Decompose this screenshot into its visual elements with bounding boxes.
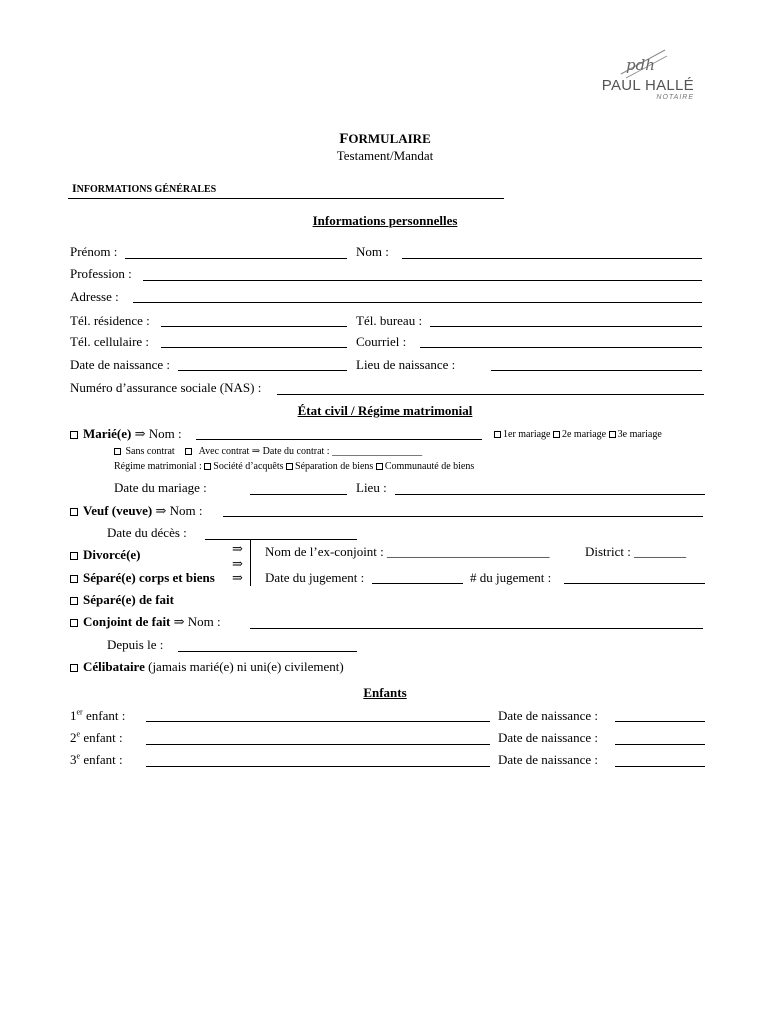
separated-fact-option[interactable] [70, 592, 174, 607]
address-field[interactable] [133, 302, 702, 303]
signature-logo-icon [618, 48, 668, 80]
child-1-label: 1er enfant : [70, 707, 126, 723]
child-1-birth-field[interactable] [615, 721, 705, 722]
profession-label: Profession : [70, 266, 132, 281]
birth-date-field[interactable] [178, 370, 347, 371]
third-marriage-label: 3e mariage [617, 429, 662, 440]
widowed-label: Veuf (veuve) [83, 503, 153, 518]
single-checkbox[interactable] [70, 664, 78, 672]
divorced-option[interactable] [70, 547, 141, 562]
widowed-option[interactable] [70, 503, 202, 518]
widowed-name-field[interactable] [223, 516, 703, 517]
divorced-label: Divorcé(e) [83, 547, 141, 562]
divorce-separator [250, 540, 251, 586]
profession-field[interactable] [143, 280, 702, 281]
phone-home-field[interactable] [161, 326, 347, 327]
since-label: Depuis le : [107, 637, 164, 652]
separated-option[interactable] [70, 570, 215, 585]
children-heading: Enfants [363, 685, 407, 700]
no-contract-label: Sans contrat [125, 446, 175, 457]
married-label: Marié(e) [83, 426, 132, 441]
separation-label: Séparation de biens [295, 461, 374, 472]
birth-date-label: Date de naissance : [70, 357, 170, 372]
child-1-name-field[interactable] [146, 721, 490, 722]
common-law-name-label: ⇒ Nom : [173, 614, 221, 629]
communaute-label: Communauté de biens [384, 461, 475, 472]
logo-initials: pdh [626, 56, 655, 74]
child-2-label: 2e enfant : [70, 729, 123, 745]
no-contract-checkbox[interactable] [114, 448, 121, 455]
separated-checkbox[interactable] [70, 575, 78, 583]
single-note: (jamais marié(e) ni uni(e) civilement) [148, 659, 344, 674]
single-label: Célibataire [83, 659, 145, 674]
married-checkbox[interactable] [70, 431, 78, 439]
widowed-checkbox[interactable] [70, 508, 78, 516]
phone-cell-field[interactable] [161, 347, 347, 348]
judgment-date-label: Date du jugement : [265, 570, 365, 585]
common-law-name-field[interactable] [250, 628, 703, 629]
marriage-date-label: Date du mariage : [114, 480, 207, 495]
marriage-place-label: Lieu : [356, 480, 387, 495]
phone-office-field[interactable] [430, 326, 702, 327]
separated-fact-label: Séparé(e) de fait [83, 592, 174, 607]
marriage-place-field[interactable] [395, 494, 705, 495]
birth-place-field[interactable] [491, 370, 702, 371]
separated-fact-checkbox[interactable] [70, 597, 78, 605]
judgment-number-field[interactable] [564, 583, 705, 584]
since-field[interactable] [178, 651, 357, 652]
second-marriage-label: 2e mariage [561, 429, 607, 440]
child-2-birth-field[interactable] [615, 744, 705, 745]
separated-arrow: ⇒ [232, 570, 243, 585]
acquets-label: Société d’acquêts [213, 461, 284, 472]
death-date-field[interactable] [205, 539, 357, 540]
married-name-label: ⇒ Nom : [134, 426, 182, 441]
child-2-birth-label: Date de naissance : [498, 730, 598, 745]
spouse-name-field[interactable] [196, 439, 482, 440]
child-3-label: 3e enfant : [70, 751, 123, 767]
acquets-checkbox[interactable] [204, 463, 211, 470]
regime-options [114, 459, 474, 474]
sin-field[interactable] [277, 394, 704, 395]
phone-cell-label: Tél. cellulaire : [70, 334, 150, 349]
sin-label: Numéro d’assurance sociale (NAS) : [70, 380, 262, 395]
first-marriage-checkbox[interactable] [494, 431, 501, 438]
married-option[interactable] [70, 426, 182, 441]
child-3-birth-field[interactable] [615, 766, 705, 767]
phone-home-label: Tél. résidence : [70, 313, 150, 328]
district-label: District : ________ [585, 544, 687, 559]
logo-subtitle: NOTAIRE [656, 94, 694, 101]
section-general-info: INFORMATIONS GÉNÉRALES [68, 181, 504, 199]
separation-checkbox[interactable] [286, 463, 293, 470]
child-3-birth-label: Date de naissance : [498, 752, 598, 767]
child-2-name-field[interactable] [146, 744, 490, 745]
ex-spouse-label: Nom de l’ex-conjoint : _________________________ [265, 544, 550, 559]
birth-place-label: Lieu de naissance : [356, 357, 456, 372]
marriage-date-field[interactable] [250, 494, 347, 495]
separated-label: Séparé(e) corps et biens [83, 570, 215, 585]
second-marriage-checkbox[interactable] [553, 431, 560, 438]
first-marriage-label: 1er mariage [503, 429, 551, 440]
death-date-label: Date du décès : [107, 525, 187, 540]
email-field[interactable] [420, 347, 702, 348]
common-law-option[interactable] [70, 614, 221, 629]
with-contract-label: Avec contrat ⇒ Date du contrat : __________________ [198, 446, 423, 457]
divorced-arrow-1: ⇒ [232, 541, 243, 556]
last-name-label: Nom : [356, 244, 389, 259]
child-3-name-field[interactable] [146, 766, 490, 767]
third-marriage-checkbox[interactable] [609, 431, 616, 438]
form-subtitle: Testament/Mandat [336, 148, 434, 163]
first-name-field[interactable] [125, 258, 347, 259]
personal-info-heading: Informations personnelles [312, 213, 458, 228]
widowed-name-label: ⇒ Nom : [155, 503, 203, 518]
logo-name: PAUL HALLÉ [601, 77, 694, 94]
judgment-number-label: # du jugement : [470, 570, 552, 585]
common-law-label: Conjoint de fait [83, 614, 171, 629]
judgment-date-field[interactable] [372, 583, 463, 584]
last-name-field[interactable] [402, 258, 702, 259]
form-title: FORMULAIRE [339, 131, 431, 147]
marriage-order-options [494, 427, 662, 442]
common-law-checkbox[interactable] [70, 619, 78, 627]
communaute-checkbox[interactable] [376, 463, 383, 470]
with-contract-checkbox[interactable] [185, 448, 192, 455]
regime-label: Régime matrimonial : [114, 461, 202, 472]
address-label: Adresse : [70, 289, 119, 304]
phone-office-label: Tél. bureau : [356, 313, 423, 328]
civil-status-heading: État civil / Régime matrimonial [297, 403, 473, 418]
single-option[interactable] [70, 659, 344, 674]
divorced-arrow-2: ⇒ [232, 556, 243, 571]
email-label: Courriel : [356, 334, 407, 349]
notary-logo [585, 48, 700, 106]
first-name-label: Prénom : [70, 244, 118, 259]
divorced-checkbox[interactable] [70, 552, 78, 560]
child-1-birth-label: Date de naissance : [498, 708, 598, 723]
contract-options [114, 444, 422, 459]
